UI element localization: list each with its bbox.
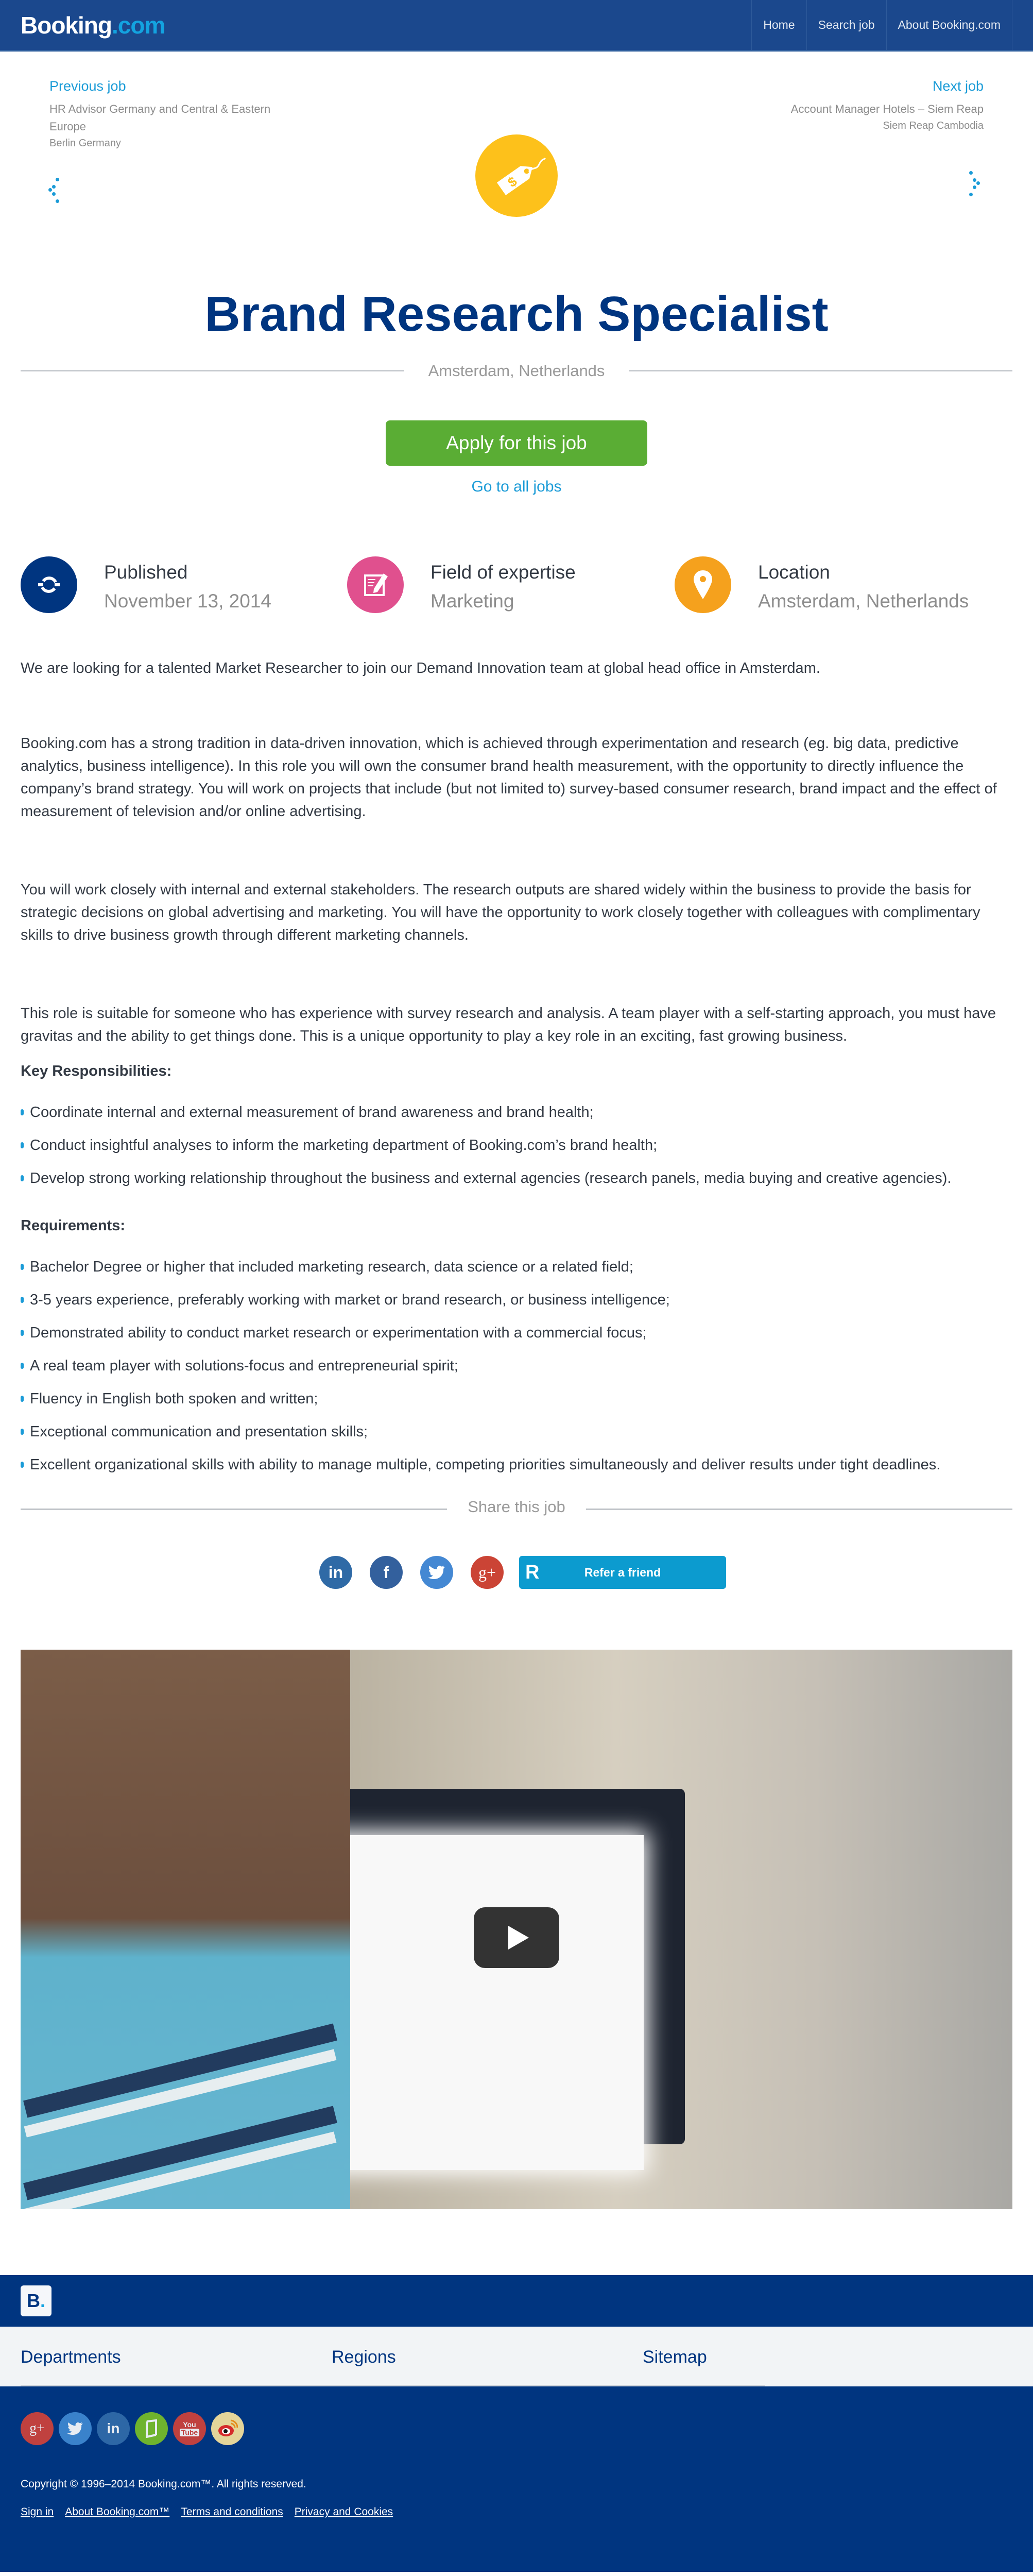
list-item-text: Bachelor Degree or higher that included marketing research, data science or a related field; <box>30 1259 633 1275</box>
go-to-all-jobs-link[interactable]: Go to all jobs <box>471 478 562 495</box>
bullet-icon <box>21 1396 24 1402</box>
share-heading: Share this job <box>468 1498 565 1516</box>
youtube-glyph: You <box>183 2420 196 2429</box>
next-job-label: Next job <box>932 78 984 94</box>
refer-label: Refer a friend <box>584 1565 661 1579</box>
list-item <box>21 1448 1012 1481</box>
job-navigation <box>0 52 1033 222</box>
fact-heading: Location <box>758 562 830 583</box>
list-item-text: Conduct insightful analyses to inform the marketing department of Booking.com’s brand health; <box>30 1137 658 1154</box>
play-icon[interactable] <box>474 1907 559 1968</box>
fact-published <box>21 556 271 613</box>
logo-text: Booking <box>21 12 112 39</box>
apply-button[interactable]: Apply for this job <box>386 420 647 466</box>
b-logo-dot: . <box>40 2290 45 2311</box>
terms-link[interactable]: Terms and conditions <box>181 2506 283 2518</box>
list-item-text: Excellent organizational skills with ability to manage multiple, competing priorities simultaneously and deliver results under tight deadlines. <box>30 1456 941 1473</box>
booking-logo[interactable] <box>21 11 165 39</box>
footer-bottom <box>0 2386 1033 2572</box>
description-paragraph: You will work closely with internal and external stakeholders. The research outputs are shared widely within the business to provide the basis for strategic decisions on global advertising and marketing. You will have the opportunity to work closely together with colleagues with complimentary skills to drive business growth through different marketing channels. <box>21 882 980 943</box>
job-facts <box>21 556 1012 616</box>
bullet-icon <box>21 1462 24 1468</box>
next-job-location: Siem Reap Cambodia <box>883 120 984 131</box>
list-item-text: Fluency in English both spoken and written; <box>30 1391 318 1407</box>
footer-sections <box>0 2327 1033 2386</box>
footer-brand-bar <box>0 2275 1033 2327</box>
chevron-right-icon[interactable] <box>969 171 985 197</box>
footer-social-icons <box>21 2412 244 2445</box>
google-plus-icon[interactable]: g+ <box>21 2412 54 2445</box>
booking-b-logo[interactable] <box>21 2285 51 2316</box>
requirements-list <box>21 1250 1012 1481</box>
job-location-divider <box>21 363 1012 378</box>
youtube-icon[interactable] <box>173 2412 206 2445</box>
nav-about[interactable]: About Booking.com <box>886 0 1012 50</box>
refer-icon: R <box>525 1561 540 1583</box>
responsibilities-heading: Key Responsibilities: <box>21 1063 172 1079</box>
edit-icon <box>347 556 404 613</box>
shirt-stripe <box>24 2131 337 2209</box>
bullet-icon <box>21 1175 24 1181</box>
chevron-left-icon[interactable] <box>48 178 64 204</box>
bullet-icon <box>21 1264 24 1270</box>
fact-value: Amsterdam, Netherlands <box>758 590 969 612</box>
list-item <box>21 1349 1012 1382</box>
list-item <box>21 1162 1012 1195</box>
fact-location <box>675 556 969 613</box>
divider-right <box>586 1509 1012 1510</box>
top-navigation-bar <box>0 0 1033 52</box>
privacy-link[interactable]: Privacy and Cookies <box>294 2506 393 2518</box>
list-item-text: A real team player with solutions-focus and entrepreneurial spirit; <box>30 1358 458 1374</box>
bullet-icon <box>21 1297 24 1303</box>
description-paragraph: We are looking for a talented Market Researcher to join our Demand Innovation team at global head office in Amsterdam. <box>21 660 820 676</box>
previous-job-link[interactable] <box>49 78 358 151</box>
copyright: Copyright © 1996–2014 Booking.com™. All rights reserved. <box>21 2478 306 2490</box>
nav-home[interactable]: Home <box>751 0 806 50</box>
fact-field-of-expertise <box>347 556 576 613</box>
footer-regions-link[interactable]: Regions <box>332 2347 396 2367</box>
description-paragraph: Booking.com has a strong tradition in data-driven innovation, which is achieved through experimentation and research (eg. big data, predictive analytics, business intelligence). In this role you will own the consumer brand health measurement, with the opportunity to directly influence the company’s brand strategy. You will work on projects that include (but not limited to) survey-based consumer research, brand impact and the effect of measurement of television and/or online advertising. <box>21 735 997 820</box>
list-item-text: Coordinate internal and external measurement of brand awareness and brand health; <box>30 1104 594 1121</box>
video-thumbnail-person <box>21 1650 350 2209</box>
refer-a-friend-button[interactable] <box>519 1556 726 1589</box>
list-item <box>21 1096 1012 1129</box>
responsibilities-list <box>21 1096 1012 1195</box>
list-item-text: 3-5 years experience, preferably working with market or brand research, or business intelligence; <box>30 1292 670 1308</box>
list-item <box>21 1129 1012 1162</box>
about-booking-link[interactable]: About Booking.com™ <box>65 2506 170 2518</box>
next-job-title: Account Manager Hotels – Siem Reap <box>790 103 984 115</box>
nav-search-job[interactable]: Search job <box>806 0 886 50</box>
divider-right <box>629 370 1012 371</box>
page-title: Brand Research Specialist <box>204 286 829 342</box>
map-pin-icon <box>675 556 731 613</box>
fact-heading: Field of expertise <box>431 562 576 583</box>
list-item <box>21 1250 1012 1283</box>
list-item-text: Demonstrated ability to conduct market research or experimentation with a commercial focus; <box>30 1325 647 1341</box>
description-paragraph: This role is suitable for someone who has experience with survey research and analysis. A team player with a self-starting approach, you must have gravitas and the ability to get things done. This is a unique opportunity to play a key role in an exciting, fast growing business. <box>21 1005 996 1044</box>
svg-text:$: $ <box>505 173 520 191</box>
linkedin-icon[interactable]: in <box>97 2412 130 2445</box>
linkedin-icon[interactable]: in <box>319 1556 352 1589</box>
fact-value: November 13, 2014 <box>104 590 271 612</box>
list-item <box>21 1316 1012 1349</box>
bullet-icon <box>21 1142 24 1148</box>
sign-in-link[interactable]: Sign in <box>21 2506 54 2518</box>
job-location: Amsterdam, Netherlands <box>428 362 605 380</box>
bullet-icon <box>21 1363 24 1369</box>
list-item <box>21 1283 1012 1316</box>
list-item <box>21 1415 1012 1448</box>
fact-heading: Published <box>104 562 188 583</box>
video-player[interactable] <box>21 1650 1012 2209</box>
list-item-text: Develop strong working relationship throughout the business and external agencies (research panels, media buying and creative agencies). <box>30 1170 952 1187</box>
previous-job-label: Previous job <box>49 78 126 94</box>
video-thumbnail-screen <box>309 1835 644 2170</box>
logo-suffix: .com <box>111 12 165 39</box>
requirements-heading: Requirements: <box>21 1217 126 1234</box>
footer-departments-link[interactable]: Departments <box>21 2347 121 2367</box>
bullet-icon <box>21 1429 24 1435</box>
fact-value: Marketing <box>431 590 514 612</box>
footer-sitemap-link[interactable]: Sitemap <box>643 2347 707 2367</box>
youtube-tube: Tube <box>180 2429 199 2436</box>
previous-job-location: Berlin Germany <box>49 138 121 149</box>
price-tag-icon <box>475 134 558 217</box>
b-logo-letter: B <box>26 2290 40 2311</box>
list-item-text: Exceptional communication and presentation skills; <box>30 1423 368 1440</box>
twitter-icon[interactable] <box>420 1556 453 1589</box>
previous-job-title: HR Advisor Germany and Central & Eastern <box>49 103 271 115</box>
footer-legal-links <box>21 2506 393 2518</box>
next-job-link[interactable] <box>675 78 984 133</box>
share-buttons <box>319 1556 726 1589</box>
main-nav <box>751 0 1012 50</box>
glassdoor-icon[interactable] <box>135 2412 168 2445</box>
share-divider <box>21 1497 1012 1517</box>
weibo-icon[interactable] <box>211 2412 244 2445</box>
twitter-icon[interactable] <box>59 2412 92 2445</box>
google-plus-icon[interactable]: g+ <box>471 1556 504 1589</box>
previous-job-title-cont: Europe <box>49 120 86 133</box>
facebook-icon[interactable]: f <box>370 1556 403 1589</box>
published-icon <box>21 556 77 613</box>
bullet-icon <box>21 1109 24 1115</box>
bullet-icon <box>21 1330 24 1336</box>
list-item <box>21 1382 1012 1415</box>
